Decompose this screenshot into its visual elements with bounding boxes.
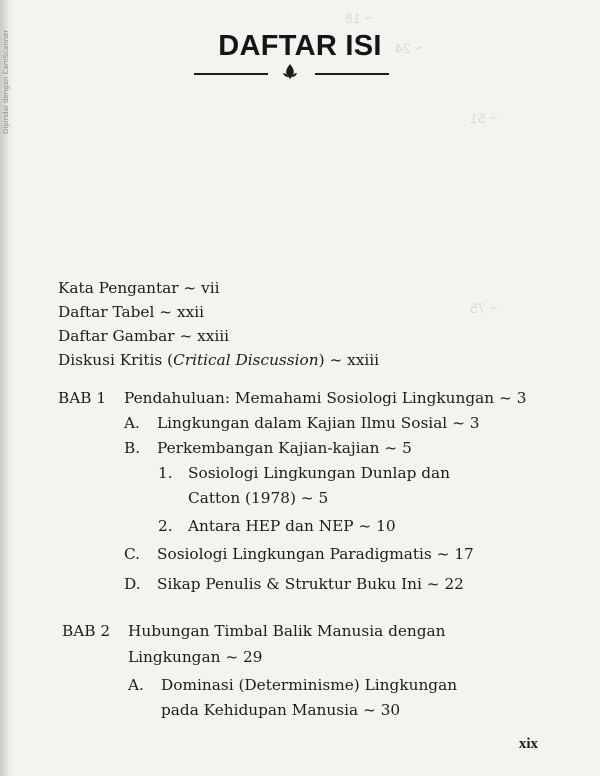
toc-entry-bab-1-b-1[interactable]: 1. Sosiologi Lingkungan Dunlap dan: [158, 464, 450, 482]
toc-entry-bab-1[interactable]: Pendahuluan: Memahami Sosiologi Lingkungan ~ 3: [124, 389, 527, 407]
toc-entry-bab-2-cont[interactable]: Lingkungan ~ 29: [128, 648, 263, 666]
toc-entry-bab-1-c[interactable]: C. Sosiologi Lingkungan Paradigmatis ~ 17: [124, 545, 474, 563]
toc-entry-bab-1-b-1-cont[interactable]: Catton (1978) ~ 5: [188, 489, 329, 507]
title-ornament: [0, 60, 600, 84]
fleuron-icon: [281, 62, 299, 82]
scanner-watermark: Dipindai dengan CamScanner: [2, 29, 10, 134]
toc-entry-bab-1-b[interactable]: B. Perkembangan Kajian-kajian ~ 5: [124, 439, 412, 457]
toc-entry-daftar-tabel[interactable]: Daftar Tabel ~ xxii: [58, 303, 204, 321]
toc-entry-bab-2-a[interactable]: A. Dominasi (Determinisme) Lingkungan: [128, 676, 458, 694]
toc-entry-diskusi-kritis[interactable]: Diskusi Kritis (Critical Discussion) ~ xxiii: [58, 351, 380, 369]
toc-entry-kata-pengantar[interactable]: Kata Pengantar ~ vii: [58, 279, 220, 297]
toc-entry-bab-1-b-2[interactable]: 2. Antara HEP dan NEP ~ 10: [158, 517, 396, 535]
toc-entry-daftar-gambar[interactable]: Daftar Gambar ~ xxiii: [58, 327, 230, 345]
toc-entry-bab-2[interactable]: Hubungan Timbal Balik Manusia dengan: [128, 622, 446, 640]
toc-entry-bab-1-d[interactable]: D. Sikap Penulis & Struktur Buku Ini ~ 22: [124, 575, 464, 593]
chapter-number: BAB 1: [58, 389, 107, 407]
toc-entry-bab-2-a-cont[interactable]: pada Kehidupan Manusia ~ 30: [161, 701, 401, 719]
chapter-number: BAB 2: [62, 622, 111, 640]
page-title: DAFTAR ISI: [218, 30, 382, 62]
page-number: xix: [518, 736, 538, 752]
toc-entry-bab-1-a[interactable]: A. Lingkungan dalam Kajian Ilmu Sosial ~ 3: [124, 414, 480, 432]
